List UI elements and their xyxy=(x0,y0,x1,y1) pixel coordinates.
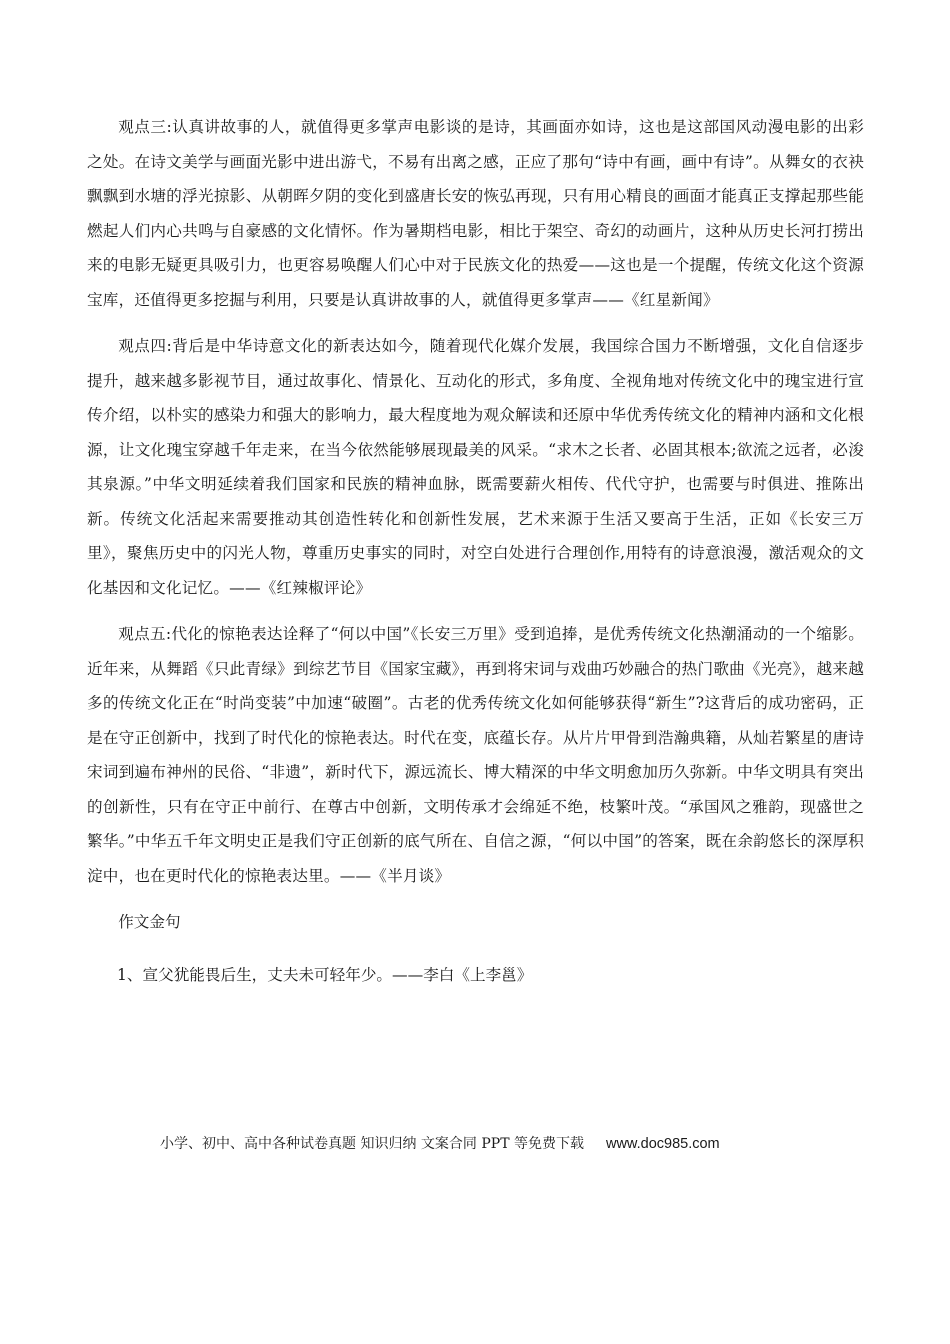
paragraph-viewpoint-three: 观点三:认真讲故事的人，就值得更多掌声电影谈的是诗，其画面亦如诗，这也是这部国风动漫电影的出彩之处。在诗文美学与画面光影中进出游弋，不易有出离之感，正应了那句“诗中有画，画中有诗”。从舞女的衣袂飘飘到水塘的浮光掠影、从朝晖夕阴的变化到盛唐长安的恢弘再现，只有用心精良的画面才能真正支撑起那些能燃起人们内心共鸣与自豪感的文化情怀。作为暑期档电影，相比于架空、奇幻的动画片，这种从历史长河打捞出来的电影无疑更具吸引力，也更容易唤醒人们心中对于民族文化的热爱——这也是一个提醒，传统文化这个资源宝库，还值得更多挖掘与利用，只要是认真讲故事的人，就值得更多掌声——《红星新闻》 xyxy=(87,118,864,309)
paragraph-viewpoint-five: 观点五:代化的惊艳表达诠释了“何以中国”《长安三万里》受到追捧，是优秀传统文化热潮涌动的一个缩影。近年来，从舞蹈《只此青绿》到综艺节目《国家宝藏》，再到将宋词与戏曲巧妙融合的热门歌曲《光亮》，越来越多的传统文化正在“时尚变装”中加速“破圈”。古老的优秀传统文化如何能够获得“新生”?这背后的成功密码，正是在守正创新中，找到了时代化的惊艳表达。时代在变，底蕴长存。从片片甲骨到浩瀚典籍，从灿若繁星的唐诗宋词到遍布神州的民俗、“非遗”，新时代下，源远流长、博大精深的中华文明愈加历久弥新。中华文明具有突出的创新性，只有在守正中前行、在尊古中创新，文明传承才会绵延不绝，枝繁叶茂。“承国风之雅韵，现盛世之繁华。”中华五千年文明史正是我们守正创新的底气所在、自信之源，“何以中国”的答案，既在余韵悠长的深厚积淀中，也在更时代化的惊艳表达里。——《半月谈》 xyxy=(87,625,864,885)
quote-item: 1、宣父犹能畏后生，丈夫未可轻年少。——李白《上李邕》 xyxy=(117,966,533,984)
document-body xyxy=(87,110,864,989)
footer-text: 小学、初中、高中各种试卷真题 知识归纳 文案合同 PPT 等免费下载 xyxy=(160,1136,584,1152)
section-heading: 作文金句 xyxy=(118,913,181,931)
footer-site-link[interactable]: www.doc985.com xyxy=(605,1136,720,1152)
page-footer xyxy=(160,1134,720,1154)
paragraph-viewpoint-four: 观点四:背后是中华诗意文化的新表达如今，随着现代化媒介发展，我国综合国力不断增强，文化自信逐步提升，越来越多影视节目，通过故事化、情景化、互动化的形式，多角度、全视角地对传统文化中的瑰宝进行宣传介绍，以朴实的感染力和强大的影响力，最大程度地为观众解读和还原中华优秀传统文化的精神内涵和文化根源，让文化瑰宝穿越千年走来，在当今依然能够展现最美的风采。“求木之长者、必固其根本;欲流之远者，必浚其泉源。”中华文明延续着我们国家和民族的精神血脉，既需要薪火相传、代代守护，也需要与时俱进、推陈出新。传统文化活起来需要推动其创造性转化和创新性发展，艺术来源于生活又要高于生活，正如《长安三万里》，聚焦历史中的闪光人物，尊重历史事实的同时，对空白处进行合理创作,用特有的诗意浪漫，激活观众的文化基因和文化记忆。——《红辣椒评论》 xyxy=(87,337,864,597)
